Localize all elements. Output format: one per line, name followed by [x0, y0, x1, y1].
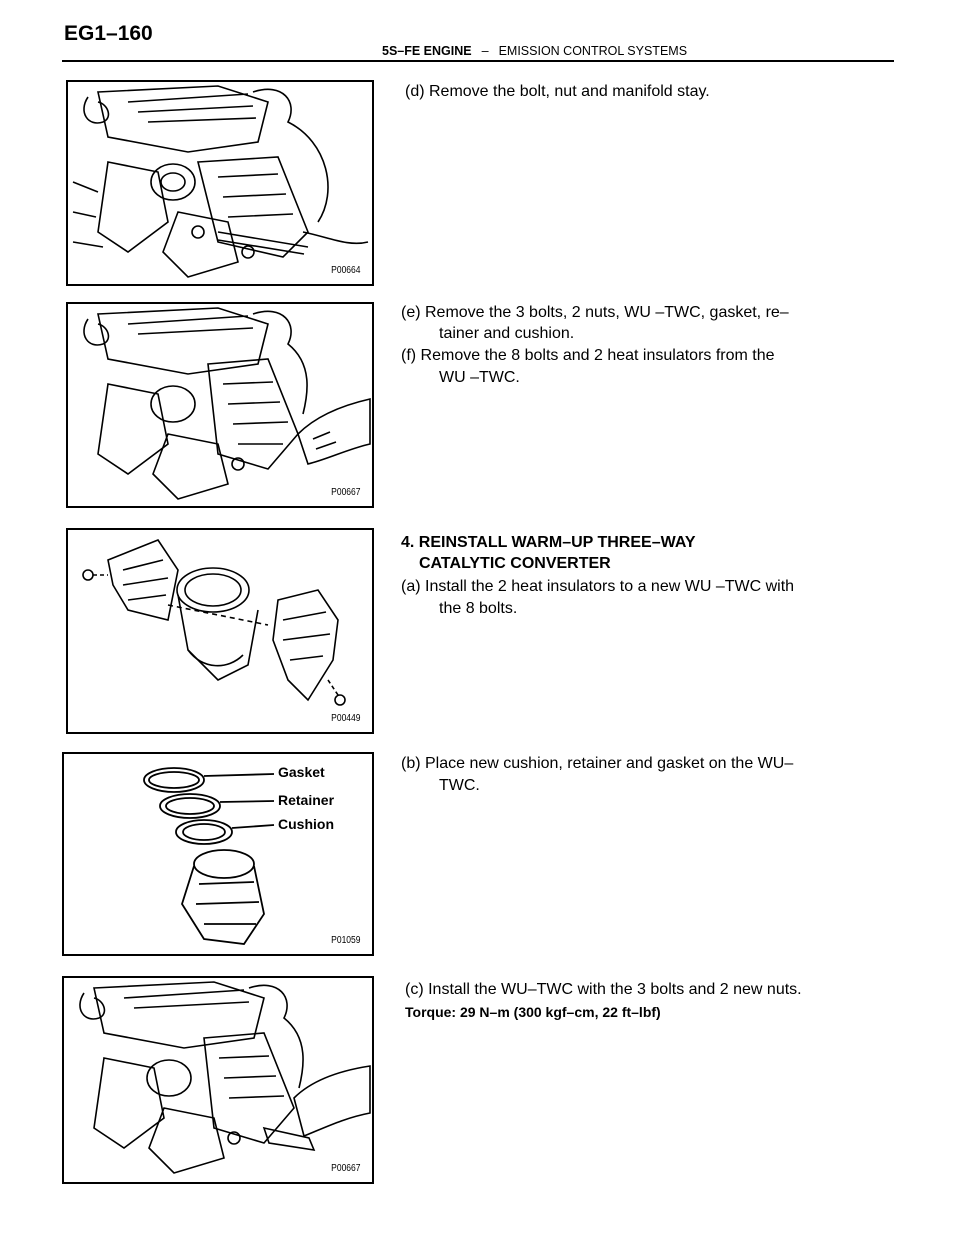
header-rule — [62, 60, 894, 62]
figure-remove-twc — [66, 302, 374, 508]
page-id: EG1–160 — [64, 22, 153, 45]
step-b-line2: TWC. — [439, 777, 480, 794]
engine-label: 5S–FE ENGINE — [382, 44, 472, 58]
header-separator: – — [481, 44, 489, 58]
step-f-line1: (f) Remove the 8 bolts and 2 heat insulators from the — [401, 347, 775, 364]
figure-code: P00664 — [330, 265, 360, 276]
section-header — [382, 44, 687, 58]
engine-illustration — [64, 978, 372, 1182]
step-e-line2: tainer and cushion. — [439, 325, 575, 342]
figure-manifold-stay — [66, 80, 374, 286]
exploded-view-illustration — [68, 530, 372, 732]
step-b-line1: (b) Place new cushion, retainer and gasket on the WU– — [401, 755, 794, 772]
figure-code: P00667 — [330, 487, 360, 498]
figure-heat-insulators — [66, 528, 374, 734]
callout-cushion: Cushion — [278, 816, 334, 832]
callout-retainer: Retainer — [278, 792, 335, 808]
step-a-line2: the 8 bolts. — [439, 600, 518, 617]
step-f-line2: WU –TWC. — [439, 369, 520, 386]
step-a-line1: (a) Install the 2 heat insulators to a new WU –TWC with — [401, 578, 795, 595]
gasket-retainer-cushion-illustration — [64, 754, 372, 954]
step-c: (c) Install the WU–TWC with the 3 bolts and 2 new nuts. — [405, 981, 802, 998]
figure-code: P00667 — [330, 1163, 360, 1174]
torque-spec: Torque: 29 N–m (300 kgf–cm, 22 ft–lbf) — [405, 1004, 661, 1020]
figure-install-twc — [62, 976, 374, 1184]
step-d: (d) Remove the bolt, nut and manifold stay. — [405, 83, 710, 100]
figure-code: P00449 — [330, 713, 360, 724]
step-e-line1: (e) Remove the 3 bolts, 2 nuts, WU –TWC, gasket, re– — [401, 304, 789, 321]
engine-illustration — [68, 82, 372, 284]
section-heading-line2: CATALYTIC CONVERTER — [419, 555, 611, 572]
section-label: EMISSION CONTROL SYSTEMS — [498, 44, 688, 58]
engine-illustration — [68, 304, 372, 506]
figure-gasket-parts — [62, 752, 374, 956]
callout-gasket: Gasket — [278, 764, 325, 780]
section-heading-line1: 4. REINSTALL WARM–UP THREE–WAY — [401, 534, 696, 551]
figure-code: P01059 — [330, 935, 360, 946]
